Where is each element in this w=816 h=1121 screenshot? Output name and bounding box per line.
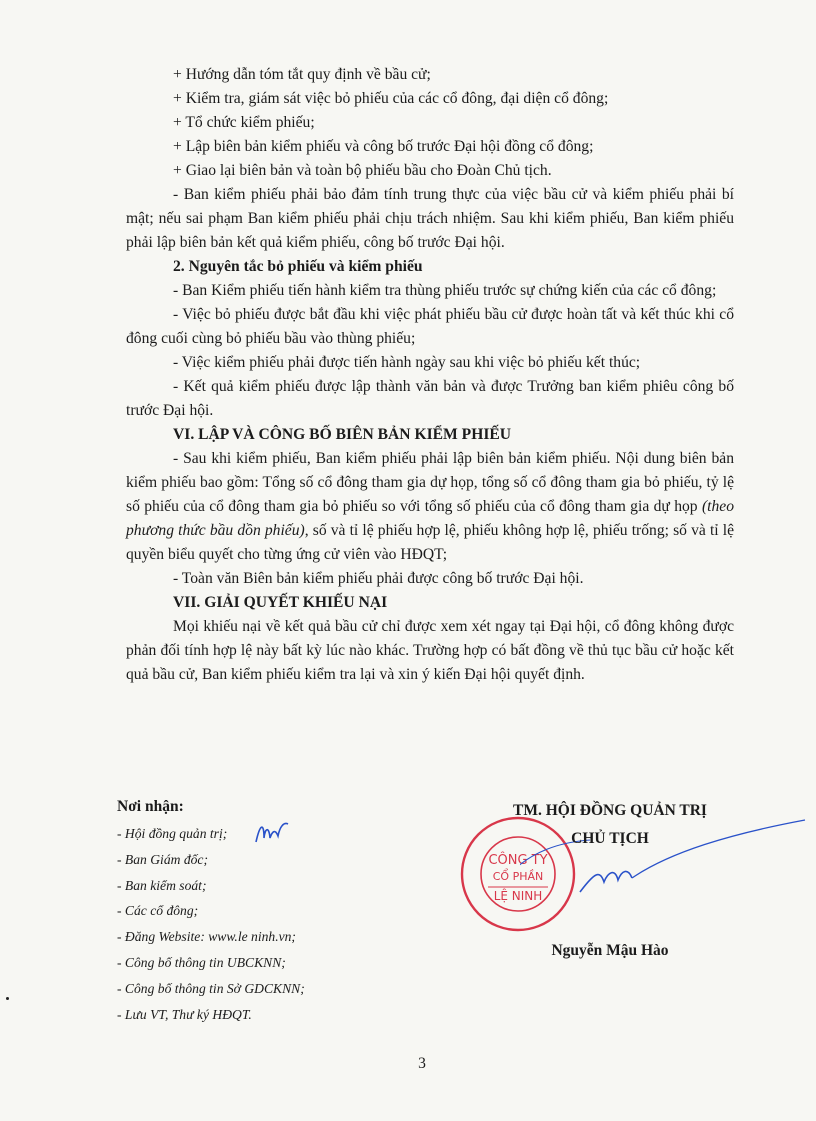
document-body [126,63,734,687]
recipients-title: Nơi nhận: [117,798,184,815]
scan-speck [6,997,9,1000]
signature-org: TM. HỘI ĐỒNG QUẢN TRỊ [513,802,707,819]
paragraph: - Toàn văn Biên bản kiểm phiếu phải được công bố trước Đại hội. [173,570,584,587]
paragraph: - Việc bỏ phiếu được bắt đầu khi việc phát phiếu bầu cử được hoàn tất và kết thúc khi cổ đông cuối cùng bỏ phiếu bầu vào thùng phiếu; [126,306,734,347]
bullet-line: + Tổ chức kiểm phiếu; [173,114,315,131]
chairman-signature-icon [520,812,810,922]
paragraph: Mọi khiếu nại về kết quả bầu cử chỉ được xem xét ngay tại Đại hội, cổ đông không được phản đối tính hợp lệ này bất kỳ lúc nào khác. Trường hợp có bất đồng về thủ tục bầu cử hoặc kết quả bầu cử, Ban kiểm phiếu kiểm tra lại và xin ý kiến Đại hội quyết định. [126,618,734,683]
recipient-item: - Các cổ đông; [117,903,199,919]
signature-role: CHỦ TỊCH [571,830,649,847]
recipient-item: - Ban kiểm soát; [117,877,207,893]
section-heading: VII. GIẢI QUYẾT KHIẾU NẠI [173,594,388,611]
seal-line-2: CỔ PHẦN [492,870,544,883]
paragraph: - Kết quả kiểm phiếu được lập thành văn bản và được Trưởng ban kiểm phiêu công bố trước Đại hội. [126,378,734,419]
bullet-line: + Lập biên bản kiểm phiếu và công bố trước Đại hội đồng cổ đông; [173,138,594,155]
recipient-item: - Lưu VT, Thư ký HĐQT. [117,1006,252,1022]
recipient-item: - Ban Giám đốc; [117,851,208,867]
initials-signature-icon [252,818,292,848]
recipient-item: - Hội đồng quản trị; [117,826,228,841]
bullet-line: + Hướng dẫn tóm tắt quy định về bầu cử; [173,66,431,83]
paragraph: - Việc kiểm phiếu phải được tiến hành ngày sau khi việc bỏ phiếu kết thúc; [173,354,641,371]
bullet-line: + Kiểm tra, giám sát việc bỏ phiếu của các cổ đông, đại diện cổ đông; [173,90,609,107]
seal-line-3: LỆ NINH [493,889,543,903]
recipient-item: - Công bố thông tin Sở GDCKNN; [117,980,305,996]
paragraph: - Ban kiểm phiếu phải bảo đảm tính trung thực của việc bầu cử và kiểm phiếu phải bí mật; nếu sai phạm Ban kiểm phiếu phải chịu trách nhiệm. Sau khi kiểm phiếu, Ban kiểm phiếu phải lập biên bản kết quả kiểm phiếu, công bố trước Đại hội. [126,186,734,251]
recipient-item: - Đăng Website: www.le ninh.vn; [117,929,296,945]
paragraph [126,447,734,567]
bullet-line: + Giao lại biên bản và toàn bộ phiếu bầu cho Đoàn Chủ tịch. [173,162,552,179]
paragraph-text: - Sau khi kiểm phiếu, Ban kiểm phiếu phải lập biên bản kiểm phiếu. Nội dung biên bản kiểm phiếu bao gồm: Tổng số cổ đông tham gia dự họp, tổng số cổ đông tham gia bỏ phiếu, tỷ lệ số phiếu của cổ đông tham gia bỏ phiếu so với tổng số phiếu của cổ đông tham gia dự họp [126,450,734,515]
section-heading: VI. LẬP VÀ CÔNG BỐ BIÊN BẢN KIỂM PHIẾU [173,426,512,443]
recipient-item: - Công bố thông tin UBCKNN; [117,954,286,970]
section-heading: 2. Nguyên tắc bỏ phiếu và kiểm phiếu [173,258,423,275]
signer-name: Nguyễn Mậu Hào [551,942,669,959]
paragraph: - Ban Kiểm phiếu tiến hành kiểm tra thùng phiếu trước sự chứng kiến của các cổ đông; [173,282,717,299]
paragraph-text: , số và tỉ lệ phiếu hợp lệ, phiếu không hợp lệ, phiếu trống; số và tỉ lệ quyền biểu quyết cho từng ứng cử viên vào HĐQT; [126,522,734,563]
paragraph-italic: (theo phương thức bầu dồn phiếu) [126,498,734,539]
seal-line-1: CÔNG TY [488,853,548,868]
page-number: 3 [418,1055,426,1072]
